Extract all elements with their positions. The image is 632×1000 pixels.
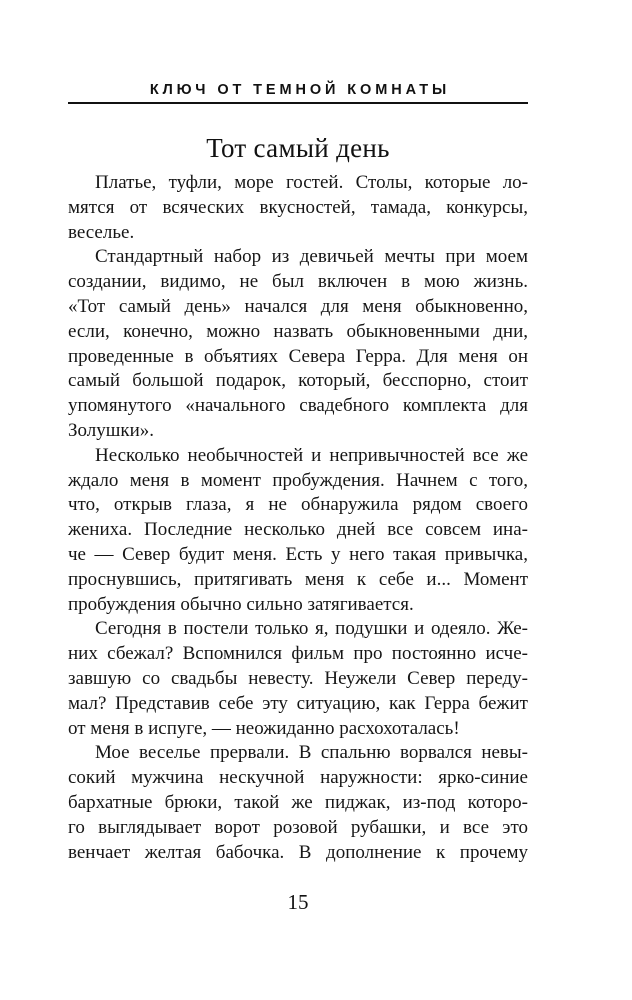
text-line: го выглядывает ворот розовой рубашки, и все это xyxy=(68,816,528,838)
text-line: Несколько необычностей и непривычностей все же xyxy=(95,444,528,466)
text-line: если, конечно, можно назвать обыкновенными дни, xyxy=(68,320,528,342)
text-line: мятся от всяческих вкусностей, тамада, конкурсы, xyxy=(68,196,528,218)
text-line: проведенные в объятиях Севера Герра. Для меня он xyxy=(68,345,528,367)
text-line: ждало меня в момент пробуждения. Начнем с того, xyxy=(68,469,528,491)
text-line: завшую со свадьбы невесту. Неужели Север переду- xyxy=(68,667,528,689)
text-line: создании, видимо, не был включен в мою жизнь. xyxy=(68,271,528,293)
text-line: мал? Представив себе эту ситуацию, как Герра бежит xyxy=(68,692,528,714)
text-line: пробуждения обычно сильно затягивается. xyxy=(68,593,414,615)
text-line: от меня в испуге, — неожиданно расхохоталась! xyxy=(68,717,460,739)
text-line: самый большой подарок, который, бесспорно, стоит xyxy=(68,370,528,392)
paragraph xyxy=(68,245,528,443)
text-line: веселье. xyxy=(68,221,135,243)
text-line: сокий мужчина нескучной наружности: ярко-синие xyxy=(68,767,528,789)
text-line: че — Север будит меня. Есть у него такая привычка, xyxy=(68,543,528,565)
text-line: венчает желтая бабочка. В дополнение к прочему xyxy=(68,841,528,863)
paragraph xyxy=(68,741,528,865)
text-line: Золушки». xyxy=(68,419,155,441)
text-line: что, открыв глаза, я не обнаружила рядом своего xyxy=(68,494,528,516)
text-line: упомянутого «начального свадебного комплекта для xyxy=(68,395,528,417)
body-text xyxy=(68,171,528,865)
paragraph xyxy=(68,444,528,618)
text-line: них сбежал? Вспомнился фильм про постоянно исче- xyxy=(68,643,528,665)
text-line: Сегодня в постели только я, подушки и одеяло. Же- xyxy=(95,618,528,640)
text-line: бархатные брюки, такой же пиджак, из-под которо- xyxy=(68,791,528,813)
paragraph xyxy=(68,617,528,741)
text-line: жениха. Последние несколько дней все совсем ина- xyxy=(68,519,528,541)
header-rule xyxy=(68,102,528,104)
running-header: КЛЮЧ ОТ ТЕМНОЙ КОМНАТЫ xyxy=(149,82,451,98)
chapter-title: Тот самый день xyxy=(206,133,390,163)
text-line: Платье, туфли, море гостей. Столы, которые ло- xyxy=(95,172,528,193)
text-line: проснувшись, притягивать меня к себе и... Момент xyxy=(68,568,528,590)
text-line: Стандартный набор из девичьей мечты при моем xyxy=(95,246,528,268)
text-line: «Тот самый день» начался для меня обыкновенно, xyxy=(68,295,528,317)
paragraph xyxy=(68,171,528,245)
page-number: 15 xyxy=(287,890,309,914)
text-line: Мое веселье прервали. В спальню ворвался невы- xyxy=(95,742,528,764)
